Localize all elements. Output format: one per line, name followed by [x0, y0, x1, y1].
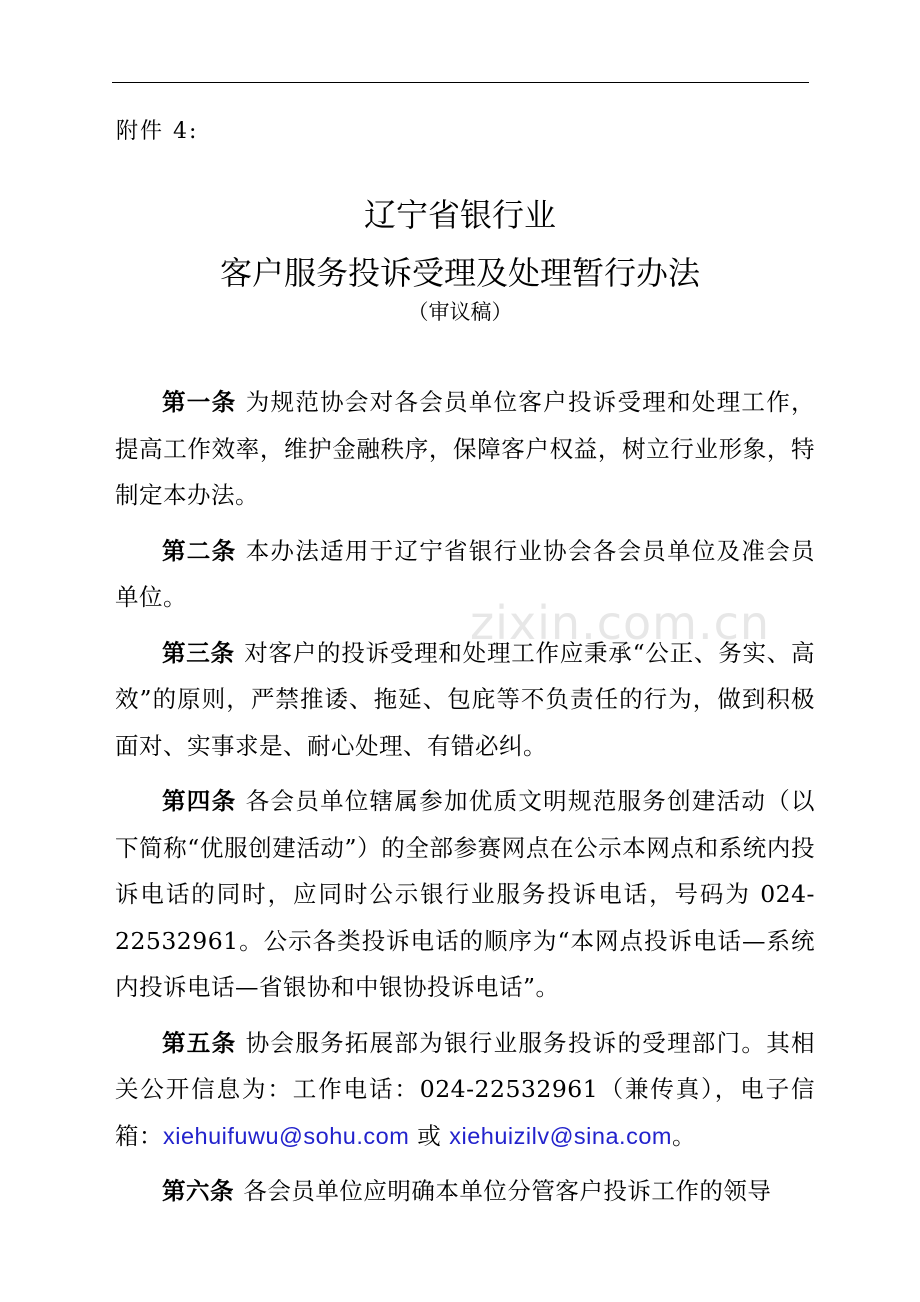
article-1 [115, 379, 815, 519]
article-3 [115, 630, 815, 770]
article-label: 第五条 [162, 1028, 237, 1057]
article-text: 协会服务拓展部为银行业服务投诉的受理部门。其相关公开信息为：工作电话：024-22532961（兼传真），电子信箱： [115, 1028, 816, 1150]
article-5 [115, 1020, 815, 1160]
article-text: 为规范协会对各会员单位客户投诉受理和处理工作，提高工作效率，维护金融秩序，保障客户权益，树立行业形象，特制定本办法。 [115, 388, 816, 509]
article-text: 各会员单位应明确本单位分管客户投诉工作的领导 [243, 1177, 772, 1205]
draft-status: （审议稿） [407, 300, 513, 324]
email-connector: 或 [409, 1121, 450, 1150]
title-line-2: 客户服务投诉受理及处理暂行办法 [219, 254, 700, 292]
header-rule [112, 82, 809, 83]
article-label: 第一条 [162, 388, 237, 416]
article-text: 本办法适用于辽宁省银行业协会各会员单位及准会员单位。 [115, 536, 816, 611]
article-text: 各会员单位辖属参加优质文明规范服务创建活动（以下简称“优服创建活动”）的全部参赛网点在公示本网点和系统内投诉电话的同时，应同时公示银行业服务投诉电话，号码为 024-22532961。公示各类投诉电话的顺序为“本网点投诉电话—系统内投诉电话—省银协和中银协投诉电话”。 [115, 787, 816, 1001]
watermark: zixin.com.cn [470, 596, 771, 650]
email-link-sina[interactable]: xiehuizilv@sina.com [449, 1122, 672, 1149]
attachment-label: 附件 4: [116, 119, 199, 144]
article-text-end: 。 [671, 1121, 696, 1150]
article-text: 对客户的投诉受理和处理工作应秉承“公正、务实、高效”的原则，严禁推诿、拖延、包庇等不负责任的行为，做到积极面对、实事求是、耐心处理、有错必纠。 [115, 638, 816, 760]
article-4 [115, 778, 815, 1011]
article-label: 第六条 [162, 1177, 234, 1205]
article-6 [115, 1168, 815, 1215]
document-body [115, 379, 815, 1224]
title-line-1: 辽宁省银行业 [363, 196, 556, 234]
email-link-sohu[interactable]: xiehuifuwu@sohu.com [163, 1122, 410, 1149]
article-label: 第三条 [162, 638, 235, 667]
article-label: 第二条 [162, 536, 237, 565]
article-2 [115, 528, 815, 621]
article-label: 第四条 [162, 787, 237, 815]
